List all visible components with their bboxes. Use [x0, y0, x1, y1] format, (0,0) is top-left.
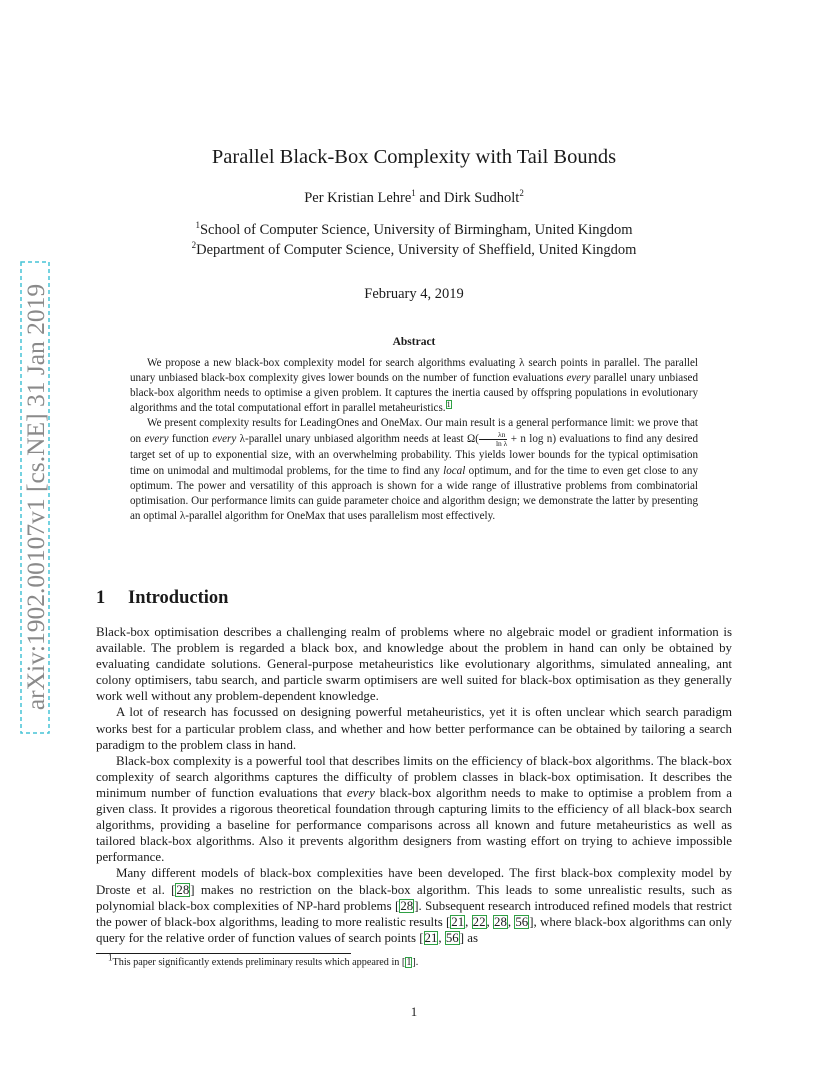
section-body	[96, 624, 732, 946]
abstract-heading: Abstract	[392, 336, 436, 348]
section-title: Introduction	[128, 588, 229, 608]
text-run: ], where black-box algorithms can only query for the relative order of function values of search points [	[96, 914, 732, 945]
author-affil-mark: 1	[411, 188, 416, 199]
text-run: We propose a new black-box complexity model for search algorithms evaluating λ search points in parallel. The parallel unary unbiased black-box complexity gives lower bounds on the number of function evaluations	[130, 357, 698, 385]
affiliation-text: Department of Computer Science, University of Sheffield, United Kingdom	[196, 242, 637, 258]
affiliation	[96, 222, 732, 239]
body-paragraph	[96, 753, 732, 866]
paper-title: Parallel Black-Box Complexity with Tail Bounds	[211, 146, 617, 168]
text-run: ,	[438, 930, 445, 945]
author-line	[96, 190, 732, 207]
affiliation-mark: 1	[195, 220, 200, 231]
math-fraction	[479, 431, 507, 448]
section-heading	[96, 588, 228, 609]
footnote-rule	[96, 953, 351, 954]
text-run: This paper significantly extends preliminary results which appeared in [	[112, 957, 406, 968]
emphasis: every	[566, 372, 591, 385]
paper-date: February 4, 2019	[364, 286, 464, 302]
text-run: ] as	[459, 930, 479, 945]
text-run: Many different models of black-box complexities have been developed. The first black-box complexity model by Droste et al. [	[96, 866, 732, 897]
emphasis: local	[443, 464, 466, 477]
text-run: λ-parallel unary unbiased algorithm needs at least Ω(	[236, 433, 479, 446]
citation-link[interactable]: 28	[494, 914, 507, 929]
body-paragraph: A lot of research has focussed on designing powerful metaheuristics, yet it is often unclear which search paradigm works best for a particular problem class, and whether and how better performance can be obtained by tailoring a search paradigm to the problem class in hand.	[96, 705, 732, 752]
text-run: ]. Subsequent research introduced refined models that restrict the power of black-box algorithms, leading to more realistic results [	[96, 898, 732, 929]
citation-link[interactable]: 21	[424, 930, 438, 945]
section-number: 1	[96, 588, 106, 608]
citation-link[interactable]: 1	[406, 957, 412, 968]
text-run: ,	[465, 914, 472, 929]
citation-link[interactable]: 21	[451, 914, 465, 929]
emphasis: every	[212, 433, 237, 446]
text-run: parallel unary unbiased black-box algorithm needs to optimise a given problem. It captures the inertia caused by offspring populations in evolutionary algorithms and the total computational effort in parallel metaheuristics.	[130, 372, 698, 415]
author-conjunction: and	[415, 190, 444, 206]
citation-link[interactable]: 28	[176, 882, 190, 897]
text-run: ] makes no restriction on the black-box algorithm. This leads to some unrealistic results, such as polynomial black-box complexities of NP-hard problems [	[96, 882, 732, 913]
footnote-mark: 1	[108, 952, 113, 963]
text-run: optimum, and for the time to even get close to any optimum. The power and versatility of this approach is shown for a wide range of illustrative problems from combinatorial optimisation. Our performance limits can guide parameter choice and algorithm design; we demonstrate the latter by presenting an optimal λ-parallel algorithm for OneMax that uses parallelism most effectively.	[130, 464, 698, 522]
affiliation	[96, 242, 732, 259]
arxiv-stamp-text: arXiv:1902.00107v1 [cs.NE] 31 Jan 2019	[21, 283, 50, 711]
abstract-paragraph	[130, 356, 698, 416]
citation-link[interactable]: 28	[400, 898, 414, 913]
author-name: Per Kristian Lehre	[304, 190, 412, 206]
abstract-paragraph	[130, 416, 698, 524]
emphasis: every	[346, 785, 375, 800]
text-run: Black-box complexity is a powerful tool that describes limits on the efficiency of black-box algorithms. The black-box complexity of search algorithms captures the difficulty of problem classes in black-box optimisation. It describes the minimum number of function evaluations that	[96, 753, 732, 800]
body-paragraph	[96, 865, 732, 945]
affiliation-mark: 2	[191, 240, 197, 251]
emphasis: every	[144, 433, 169, 446]
text-run: ,	[486, 914, 493, 929]
arxiv-side-stamp	[18, 260, 52, 735]
text-run: function	[168, 433, 213, 446]
text-run: + n log n) evaluations to find any desired target set of up to exponential size, with an overwhelming probability. This yields lower bounds for the typical optimisation time on unimodal and multimodal problems, for the time to find any	[130, 433, 698, 477]
text-run: black-box algorithm needs to make to optimise a problem from a given class. It provides a rigorous theoretical foundation through capturing limits to the efficiency of all black-box search algorithms, providing a baseline for performance comparisons across all known and future metaheuristics as well as tailored black-box algorithms. Also it prevents algorithm designers from wasting effort on trying to achieve impossible performance.	[96, 785, 732, 865]
citation-link[interactable]: 56	[515, 914, 529, 929]
text-run: We present complexity results for LeadingOnes and OneMax. Our main result is a general performance limit: we prove that on	[130, 417, 698, 446]
author-name: Dirk Sudholt	[443, 190, 520, 206]
page-number: 1	[410, 1005, 418, 1019]
footnote-link[interactable]: 1	[446, 399, 451, 409]
text-run: ].	[412, 957, 419, 968]
affiliation-text: School of Computer Science, University of Birmingham, United Kingdom	[199, 222, 633, 238]
body-paragraph: Black-box optimisation describes a challenging realm of problems where no algebraic model or gradient information is available. The problem is regarded a black box, and knowledge about the problem in hand can only be obtained by evaluating candidate solutions. General-purpose metaheuristics like evolutionary algorithms, simulated annealing, ant colony optimisers, tabu search, and particle swarm optimisers are well suited for black-box optimisation as they generally work well without any problem-dependent knowledge.	[96, 625, 732, 704]
author-affil-mark: 2	[519, 188, 524, 199]
citation-link[interactable]: 22	[472, 914, 486, 929]
footnote	[96, 952, 744, 968]
abstract-body	[130, 356, 698, 524]
citation-link[interactable]: 56	[445, 930, 459, 945]
fraction-denominator: ln λ	[495, 439, 508, 449]
text-run: ,	[507, 914, 515, 929]
fraction-numerator: λn	[479, 431, 507, 440]
